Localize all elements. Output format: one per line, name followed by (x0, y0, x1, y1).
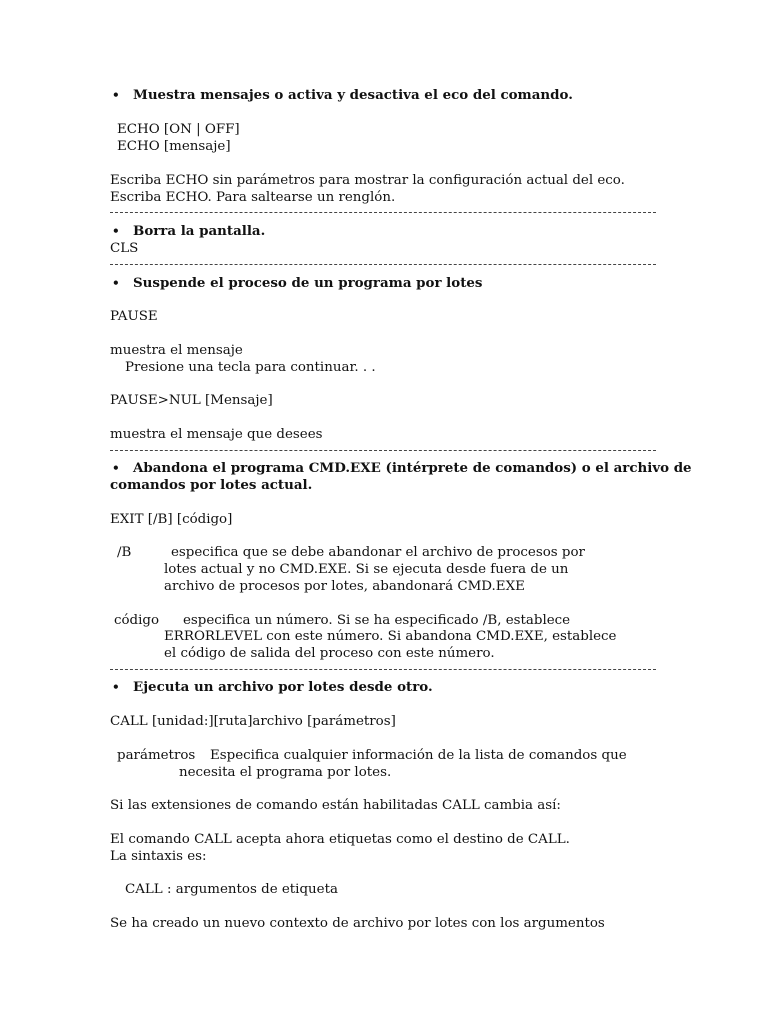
call-syntax-label: La sintaxis es: (110, 849, 207, 864)
pause-command-2: PAUSE>NUL [Mensaje] (110, 393, 273, 408)
pause-command: PAUSE (110, 309, 158, 324)
call-accepts-labels: El comando CALL acepta ahora etiquetas como el destino de CALL. (110, 832, 570, 847)
pause-heading: Suspende el proceso de un programa por lotes (133, 275, 483, 291)
separator (110, 450, 656, 451)
bullet-cls: • (112, 224, 120, 238)
cls-heading: Borra la pantalla. (133, 223, 266, 239)
pause-desc-1: muestra el mensaje (110, 343, 243, 358)
pause-desc-2: muestra el mensaje que desees (110, 427, 323, 442)
echo-desc-1: Escriba ECHO sin parámetros para mostrar la configuración actual del eco. (110, 173, 625, 188)
exit-param-code-desc-1: especifica un número. Si se ha especificado /B, establece (183, 613, 571, 628)
exit-param-code: código (114, 613, 160, 628)
bullet-exit: • (112, 461, 120, 475)
echo-syntax-2: ECHO [mensaje] (117, 139, 231, 154)
echo-desc-2: Escriba ECHO. Para saltearse un renglón. (110, 190, 396, 205)
echo-heading: Muestra mensajes o activa y desactiva el eco del comando. (133, 87, 573, 103)
cls-command: CLS (110, 241, 139, 256)
echo-syntax-1: ECHO [ON | OFF] (117, 122, 240, 137)
exit-syntax: EXIT [/B] [código] (110, 512, 233, 527)
exit-param-code-desc-3: el código de salida del proceso con este número. (164, 646, 495, 661)
call-param: parámetros (117, 748, 196, 763)
exit-param-b: /B (117, 545, 132, 560)
bullet-echo: • (112, 88, 120, 102)
exit-heading-1: Abandona el programa CMD.EXE (intérprete de comandos) o el archivo de (133, 460, 692, 476)
call-extensions: Si las extensiones de comando están habilitadas CALL cambia así: (110, 798, 561, 813)
separator (110, 212, 656, 213)
exit-param-b-desc-1: especifica que se debe abandonar el archivo de procesos por (171, 545, 585, 560)
exit-heading-2: comandos por lotes actual. (110, 477, 313, 493)
bullet-call: • (112, 680, 120, 694)
separator (110, 264, 656, 265)
pause-message: Presione una tecla para continuar. . . (125, 360, 376, 375)
call-context: Se ha creado un nuevo contexto de archivo por lotes con los argumentos (110, 916, 605, 931)
call-syntax: CALL [unidad:][ruta]archivo [parámetros] (110, 714, 396, 729)
call-heading: Ejecuta un archivo por lotes desde otro. (133, 679, 433, 695)
bullet-pause: • (112, 276, 120, 290)
exit-param-code-desc-2: ERRORLEVEL con este número. Si abandona CMD.EXE, establece (164, 629, 617, 644)
exit-param-b-desc-3: archivo de procesos por lotes, abandonará CMD.EXE (164, 579, 525, 594)
call-param-desc-1: Especifica cualquier información de la lista de comandos que (210, 748, 627, 763)
call-param-desc-2: necesita el programa por lotes. (179, 765, 392, 780)
call-label-syntax: CALL : argumentos de etiqueta (125, 882, 338, 897)
separator (110, 669, 656, 670)
exit-param-b-desc-2: lotes actual y no CMD.EXE. Si se ejecuta desde fuera de un (164, 562, 569, 577)
